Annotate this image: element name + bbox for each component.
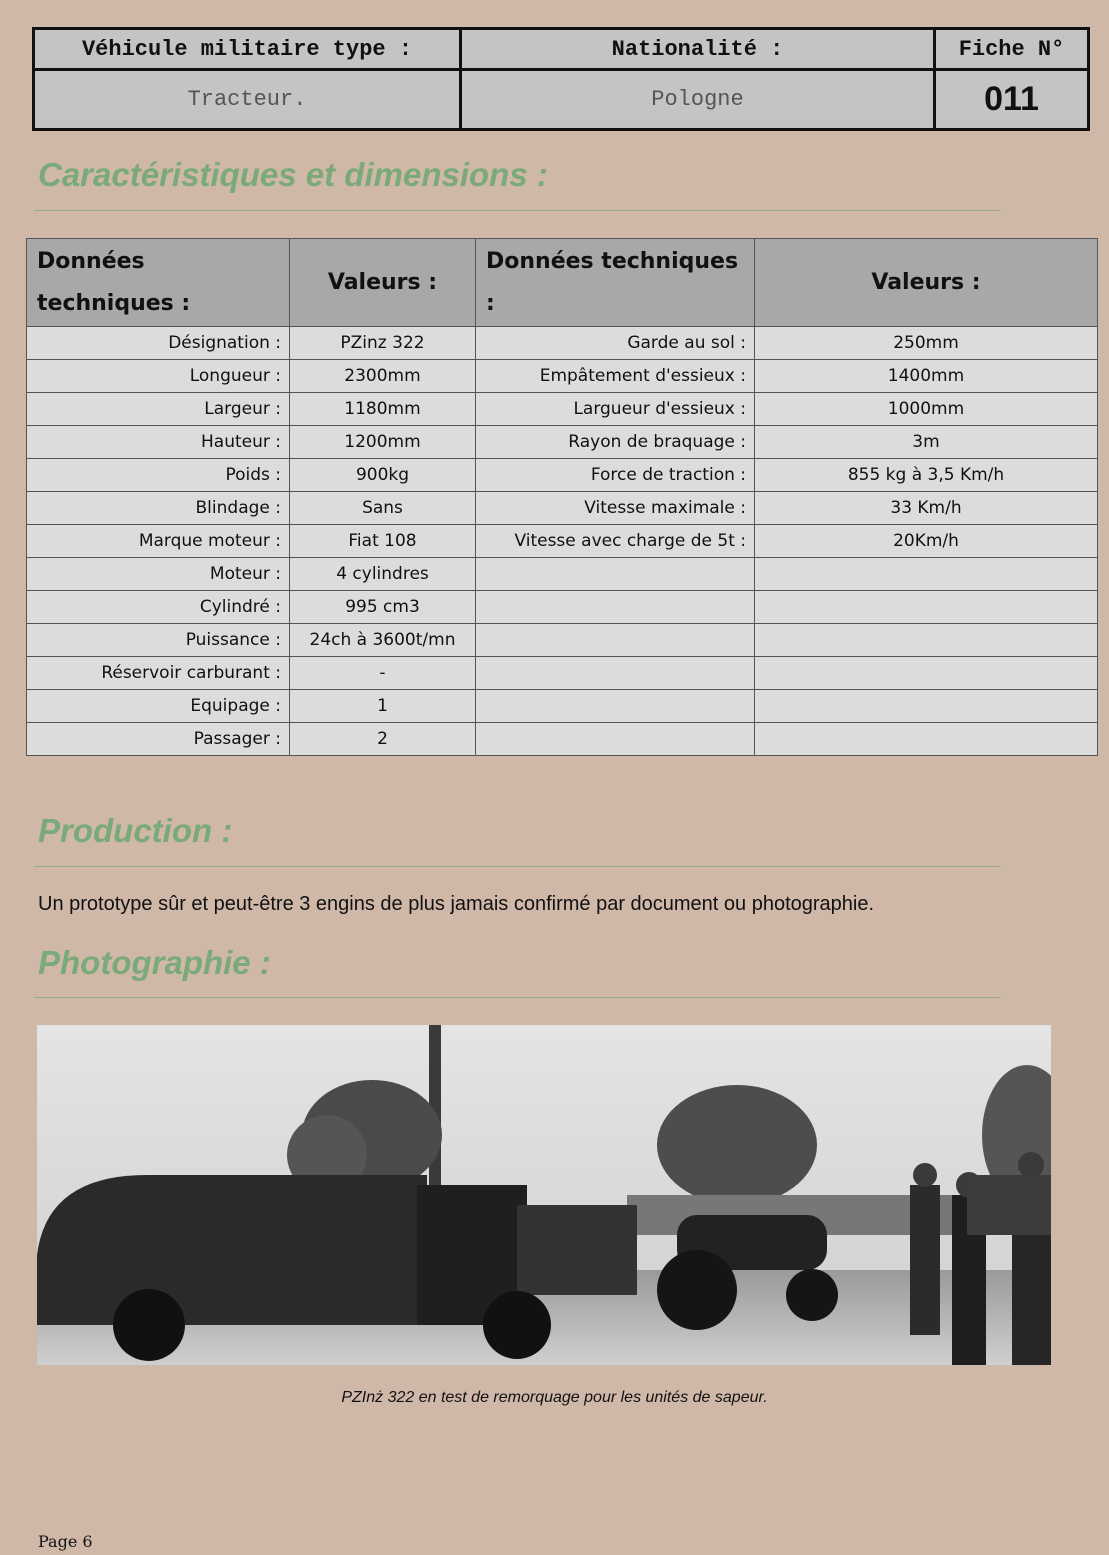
table-row bbox=[27, 459, 1098, 492]
production-title: Production : bbox=[38, 812, 233, 849]
spec-label: Poids : bbox=[27, 459, 290, 492]
table-row bbox=[27, 657, 1098, 690]
spec-value: 1400mm bbox=[755, 360, 1098, 393]
table-row bbox=[27, 690, 1098, 723]
specs-table bbox=[26, 238, 1098, 756]
spec-label: Equipage : bbox=[27, 690, 290, 723]
photo-title: Photographie : bbox=[38, 944, 271, 981]
specs-header-row bbox=[27, 239, 1098, 327]
spec-value: 1000mm bbox=[755, 393, 1098, 426]
production-text: Un prototype sûr et peut-être 3 engins de plus jamais confirmé par document ou photographie. bbox=[38, 893, 875, 915]
spec-value: Sans bbox=[290, 492, 476, 525]
characteristics-title: Caractéristiques et dimensions : bbox=[38, 156, 548, 193]
spec-value: 900kg bbox=[290, 459, 476, 492]
spec-label: Vitesse maximale : bbox=[476, 492, 755, 525]
spec-label: Hauteur : bbox=[27, 426, 290, 459]
spec-value: Fiat 108 bbox=[290, 525, 476, 558]
spec-value: 20Km/h bbox=[755, 525, 1098, 558]
spec-label bbox=[476, 558, 755, 591]
spec-value bbox=[755, 624, 1098, 657]
spec-value: 1180mm bbox=[290, 393, 476, 426]
spec-label bbox=[476, 591, 755, 624]
table-row bbox=[27, 492, 1098, 525]
spec-label: Cylindré : bbox=[27, 591, 290, 624]
spec-label: Rayon de braquage : bbox=[476, 426, 755, 459]
table-row bbox=[27, 327, 1098, 360]
spec-value: 4 cylindres bbox=[290, 558, 476, 591]
spec-value: 33 Km/h bbox=[755, 492, 1098, 525]
spec-label bbox=[476, 723, 755, 756]
spec-label: Largueur d'essieux : bbox=[476, 393, 755, 426]
spec-value bbox=[755, 591, 1098, 624]
fiche-label: Fiche N° bbox=[958, 36, 1065, 62]
section-divider bbox=[34, 997, 1001, 998]
spec-value: PZinz 322 bbox=[290, 327, 476, 360]
spec-label bbox=[476, 690, 755, 723]
nationality-value: Pologne bbox=[651, 87, 744, 112]
spec-label: Longueur : bbox=[27, 360, 290, 393]
spec-value bbox=[755, 657, 1098, 690]
spec-label: Passager : bbox=[27, 723, 290, 756]
spec-value bbox=[755, 723, 1098, 756]
spec-value: 24ch à 3600t/mn bbox=[290, 624, 476, 657]
header-data-col-1: Données techniques : bbox=[27, 239, 290, 327]
spec-label: Marque moteur : bbox=[27, 525, 290, 558]
section-divider bbox=[34, 866, 1001, 867]
spec-label: Vitesse avec charge de 5t : bbox=[476, 525, 755, 558]
spec-value: 3m bbox=[755, 426, 1098, 459]
spec-value: 2 bbox=[290, 723, 476, 756]
fiche-number: 011 bbox=[984, 80, 1039, 118]
table-row bbox=[27, 360, 1098, 393]
vehicle-photo bbox=[37, 1025, 1051, 1365]
spec-value: 250mm bbox=[755, 327, 1098, 360]
spec-value: 1200mm bbox=[290, 426, 476, 459]
spec-label: Moteur : bbox=[27, 558, 290, 591]
section-divider bbox=[34, 210, 1001, 211]
type-value: Tracteur. bbox=[187, 87, 307, 112]
table-row bbox=[27, 723, 1098, 756]
table-row bbox=[27, 558, 1098, 591]
table-row bbox=[27, 393, 1098, 426]
spec-label: Réservoir carburant : bbox=[27, 657, 290, 690]
type-label: Véhicule militaire type : bbox=[81, 36, 413, 62]
page-number: Page 6 bbox=[38, 1532, 93, 1551]
spec-label: Empâtement d'essieux : bbox=[476, 360, 755, 393]
spec-label: Puissance : bbox=[27, 624, 290, 657]
spec-label: Force de traction : bbox=[476, 459, 755, 492]
spec-label: Désignation : bbox=[27, 327, 290, 360]
spec-label: Garde au sol : bbox=[476, 327, 755, 360]
nationality-label: Nationalité : bbox=[611, 36, 784, 62]
table-row bbox=[27, 624, 1098, 657]
header-value-col-1: Valeurs : bbox=[290, 239, 476, 327]
spec-label bbox=[476, 624, 755, 657]
header-value-col-2: Valeurs : bbox=[755, 239, 1098, 327]
table-row bbox=[27, 525, 1098, 558]
header-data-col-2: Données techniques : bbox=[476, 239, 755, 327]
spec-value: - bbox=[290, 657, 476, 690]
vehicle-header-box bbox=[32, 27, 1090, 131]
photo-caption: PZInż 322 en test de remorquage pour les unités de sapeur. bbox=[341, 1389, 768, 1406]
spec-label bbox=[476, 657, 755, 690]
table-row bbox=[27, 426, 1098, 459]
spec-value: 855 kg à 3,5 Km/h bbox=[755, 459, 1098, 492]
spec-value bbox=[755, 558, 1098, 591]
spec-value: 995 cm3 bbox=[290, 591, 476, 624]
spec-value: 1 bbox=[290, 690, 476, 723]
spec-value bbox=[755, 690, 1098, 723]
spec-label: Largeur : bbox=[27, 393, 290, 426]
table-row bbox=[27, 591, 1098, 624]
spec-label: Blindage : bbox=[27, 492, 290, 525]
spec-value: 2300mm bbox=[290, 360, 476, 393]
